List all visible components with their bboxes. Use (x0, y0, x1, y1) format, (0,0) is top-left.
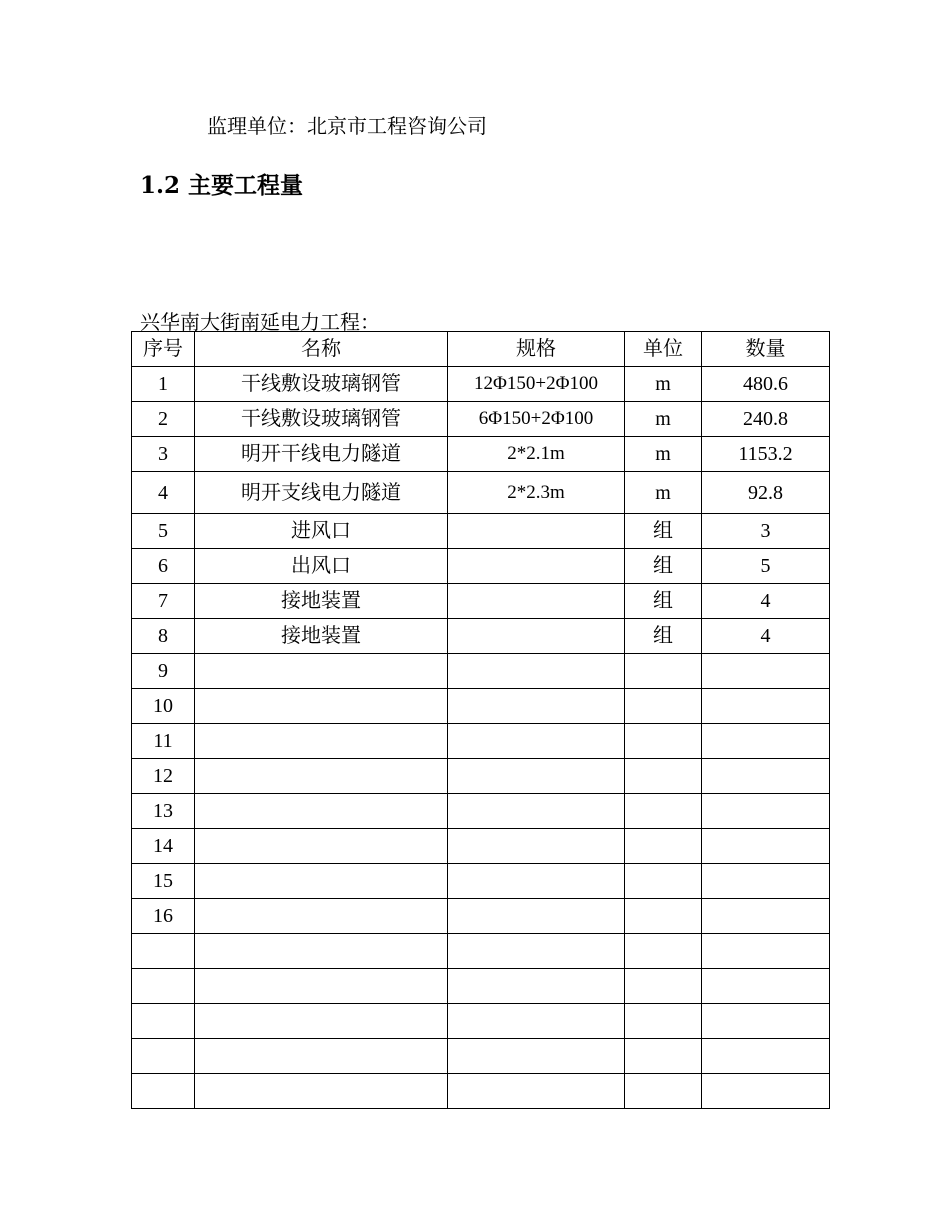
cell-index: 14 (132, 829, 195, 864)
cell-unit (625, 1074, 702, 1109)
cell-unit (625, 969, 702, 1004)
cell-index: 4 (132, 472, 195, 514)
cell-index: 7 (132, 584, 195, 619)
cell-name (195, 829, 448, 864)
cell-unit (625, 1004, 702, 1039)
cell-name: 接地装置 (195, 584, 448, 619)
cell-quantity (702, 969, 830, 1004)
cell-index: 9 (132, 654, 195, 689)
cell-spec (448, 514, 625, 549)
table-row (132, 759, 830, 794)
table-row (132, 619, 830, 654)
table-row (132, 689, 830, 724)
cell-name (195, 759, 448, 794)
table-row (132, 724, 830, 759)
cell-name (195, 934, 448, 969)
cell-index: 2 (132, 402, 195, 437)
cell-quantity (702, 1004, 830, 1039)
cell-name: 明开干线电力隧道 (195, 437, 448, 472)
table-caption: 兴华南大街南延电力工程： (140, 310, 380, 334)
cell-quantity (702, 934, 830, 969)
table-header-row (132, 332, 830, 367)
cell-quantity: 1153.2 (702, 437, 830, 472)
header-index: 序号 (132, 332, 195, 367)
header-name: 名称 (195, 332, 448, 367)
cell-name (195, 969, 448, 1004)
cell-name: 干线敷设玻璃钢管 (195, 402, 448, 437)
cell-name (195, 1039, 448, 1074)
table-row (132, 864, 830, 899)
cell-spec (448, 584, 625, 619)
cell-unit: 组 (625, 549, 702, 584)
cell-name: 出风口 (195, 549, 448, 584)
cell-unit (625, 689, 702, 724)
cell-index: 10 (132, 689, 195, 724)
cell-quantity: 92.8 (702, 472, 830, 514)
cell-index: 6 (132, 549, 195, 584)
cell-unit (625, 654, 702, 689)
table-row (132, 584, 830, 619)
quantities-table (131, 331, 830, 1109)
cell-index: 1 (132, 367, 195, 402)
cell-name (195, 724, 448, 759)
cell-index: 12 (132, 759, 195, 794)
cell-unit: 组 (625, 584, 702, 619)
table-row (132, 969, 830, 1004)
cell-spec (448, 864, 625, 899)
table-row (132, 829, 830, 864)
cell-quantity: 480.6 (702, 367, 830, 402)
cell-spec (448, 549, 625, 584)
cell-quantity (702, 794, 830, 829)
table-row (132, 794, 830, 829)
section-title: 1.2 主要工程量 (140, 172, 304, 199)
cell-spec (448, 794, 625, 829)
cell-unit: m (625, 367, 702, 402)
cell-unit: m (625, 402, 702, 437)
cell-quantity: 240.8 (702, 402, 830, 437)
cell-unit (625, 724, 702, 759)
cell-spec (448, 654, 625, 689)
cell-spec (448, 1074, 625, 1109)
cell-unit (625, 829, 702, 864)
cell-index (132, 969, 195, 1004)
cell-spec (448, 969, 625, 1004)
table-row (132, 1039, 830, 1074)
cell-spec: 2*2.3m (448, 472, 625, 514)
table-row (132, 1074, 830, 1109)
table-row (132, 367, 830, 402)
header-quantity: 数量 (702, 332, 830, 367)
cell-index: 16 (132, 899, 195, 934)
cell-quantity (702, 759, 830, 794)
cell-unit (625, 864, 702, 899)
cell-quantity: 4 (702, 619, 830, 654)
cell-spec (448, 1039, 625, 1074)
cell-name (195, 1074, 448, 1109)
cell-quantity (702, 829, 830, 864)
cell-unit: 组 (625, 514, 702, 549)
table-row (132, 402, 830, 437)
cell-name: 接地装置 (195, 619, 448, 654)
cell-spec (448, 619, 625, 654)
cell-name (195, 899, 448, 934)
cell-name (195, 1004, 448, 1039)
cell-quantity: 5 (702, 549, 830, 584)
cell-spec (448, 724, 625, 759)
cell-spec: 12Φ150+2Φ100 (448, 367, 625, 402)
cell-quantity (702, 864, 830, 899)
header-spec: 规格 (448, 332, 625, 367)
cell-quantity (702, 899, 830, 934)
table-row (132, 472, 830, 514)
cell-name (195, 654, 448, 689)
cell-unit (625, 934, 702, 969)
cell-name: 干线敷设玻璃钢管 (195, 367, 448, 402)
cell-spec (448, 829, 625, 864)
cell-name (195, 864, 448, 899)
cell-unit: m (625, 472, 702, 514)
cell-index: 8 (132, 619, 195, 654)
supervisor-line: 监理单位：北京市工程咨询公司 (207, 114, 487, 138)
cell-quantity (702, 724, 830, 759)
cell-quantity: 3 (702, 514, 830, 549)
cell-quantity (702, 1074, 830, 1109)
cell-index: 15 (132, 864, 195, 899)
cell-name (195, 794, 448, 829)
cell-spec (448, 934, 625, 969)
cell-spec (448, 899, 625, 934)
cell-quantity (702, 1039, 830, 1074)
cell-unit: 组 (625, 619, 702, 654)
cell-name (195, 689, 448, 724)
table-row (132, 1004, 830, 1039)
cell-spec (448, 689, 625, 724)
cell-index: 3 (132, 437, 195, 472)
table-row (132, 934, 830, 969)
cell-spec: 2*2.1m (448, 437, 625, 472)
cell-index (132, 934, 195, 969)
cell-unit (625, 1039, 702, 1074)
table-row (132, 549, 830, 584)
table-row (132, 899, 830, 934)
cell-quantity: 4 (702, 584, 830, 619)
cell-spec (448, 759, 625, 794)
table-row (132, 437, 830, 472)
cell-index: 13 (132, 794, 195, 829)
cell-spec: 6Φ150+2Φ100 (448, 402, 625, 437)
header-unit: 单位 (625, 332, 702, 367)
cell-index (132, 1074, 195, 1109)
cell-unit (625, 794, 702, 829)
cell-spec (448, 1004, 625, 1039)
cell-index: 5 (132, 514, 195, 549)
cell-quantity (702, 689, 830, 724)
cell-name: 明开支线电力隧道 (195, 472, 448, 514)
table-row (132, 654, 830, 689)
cell-unit (625, 759, 702, 794)
cell-unit (625, 899, 702, 934)
cell-quantity (702, 654, 830, 689)
cell-unit: m (625, 437, 702, 472)
cell-index (132, 1004, 195, 1039)
table-row (132, 514, 830, 549)
cell-index: 11 (132, 724, 195, 759)
cell-name: 进风口 (195, 514, 448, 549)
cell-index (132, 1039, 195, 1074)
